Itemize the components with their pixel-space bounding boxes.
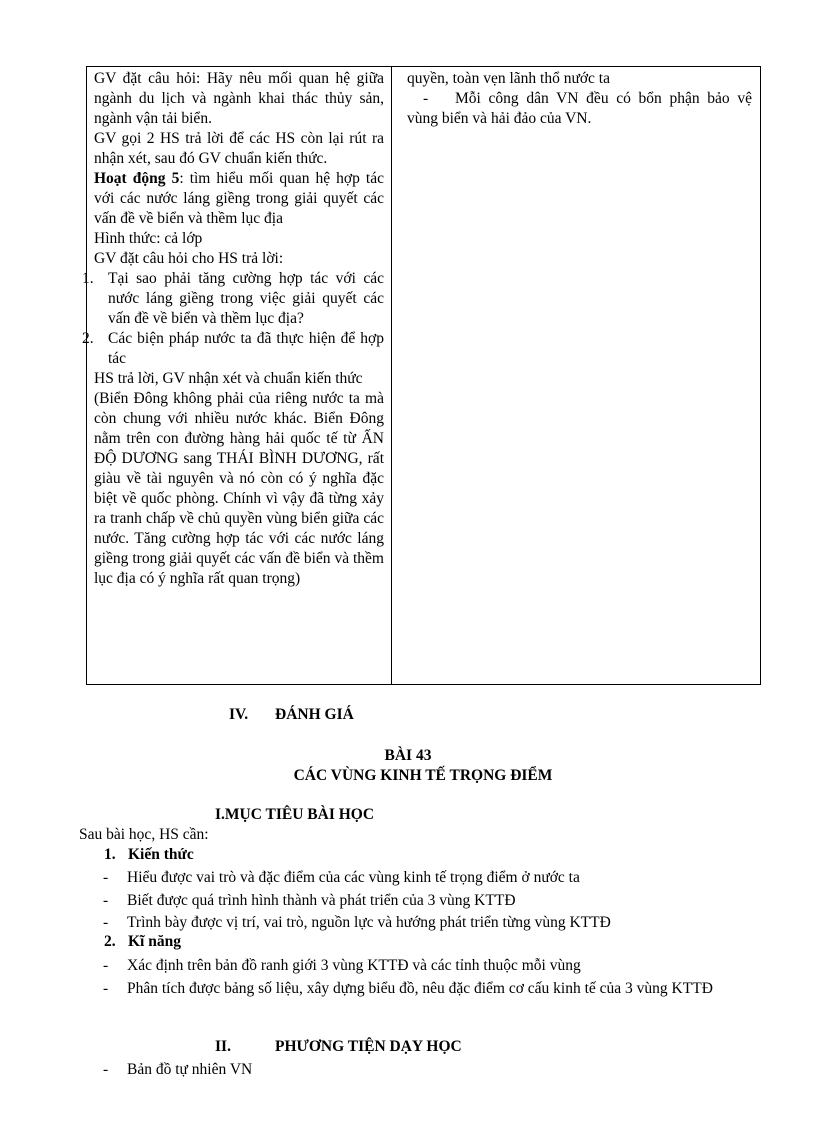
gv-question-paragraph: GV đặt câu hỏi: Hãy nêu mối quan hệ giữa ngành du lịch và ngành khai thác thủy sản, ngành vận tải biển. — [94, 70, 384, 127]
activity-text: : tìm hiểu mối quan hệ hợp tác với các nước láng giềng trong giải quyết các vấn đề về biển và thềm lục địa — [94, 170, 385, 227]
subheading-skills — [104, 933, 181, 951]
section-i-heading: I.MỤC TIÊU BÀI HỌC — [215, 806, 375, 823]
item-text: Phân tích được bảng số liệu, xây dựng biểu đồ, nêu đặc điểm cơ cấu kinh tế của 3 vùng KTTĐ — [127, 980, 713, 997]
form-paragraph: Hình thức: cả lớp — [94, 230, 203, 247]
item-text: Hiểu được vai trò và đặc điểm của các vùng kinh tế trọng điểm ở nước ta — [127, 869, 580, 886]
question-text: Các biện pháp nước ta đã thực hiện để hợp tác — [108, 330, 384, 367]
subheading-knowledge — [104, 846, 194, 864]
section-title: ĐÁNH GIÁ — [275, 706, 354, 723]
subheading-number: 2. — [104, 933, 116, 950]
dash-marker: - — [423, 90, 429, 107]
question-text: Tại sao phải tăng cường hợp tác với các nước láng giềng trong việc giải quyết các vấn đề về biển và thềm lục địa? — [108, 270, 384, 327]
subheading-title: Kiến thức — [128, 846, 194, 863]
dash-marker: - — [103, 914, 109, 931]
dash-marker: - — [103, 957, 109, 974]
activity-5-paragraph — [94, 169, 384, 229]
knowledge-item-2 — [103, 890, 763, 911]
table-right-column — [407, 69, 752, 129]
lesson-number: BÀI 43 — [384, 747, 432, 764]
question-number: 2. — [82, 330, 94, 347]
skill-item-2 — [103, 978, 763, 999]
dash-marker: - — [103, 1061, 109, 1078]
dash-marker: - — [103, 869, 109, 886]
question-2 — [82, 329, 384, 369]
question-1 — [82, 269, 384, 329]
question-number: 1. — [82, 270, 94, 287]
item-text: Xác định trên bản đồ ranh giới 3 vùng KTTĐ và các tỉnh thuộc mỗi vùng — [127, 957, 581, 974]
table-column-divider — [391, 67, 392, 684]
subheading-title: Kĩ năng — [128, 933, 181, 950]
knowledge-paragraph: (Biển Đông không phải của riêng nước ta mà còn chung với nhiều nước khác. Biển Đông nằm trên con đường hàng hải quốc tế từ ẤN ĐỘ DƯƠNG sang THÁI BÌNH DƯƠNG, rất giàu về tài nguyên và nó còn có ý nghĩa đặc biệt về quốc phòng. Chính vì vậy đã từng xảy ra tranh chấp về chủ quyền vùng biển giữa các nước. Tăng cường hợp tác với các nước láng giềng trong giải quyết các vấn đề biển và thềm lục địa có ý nghĩa rất quan trọng) — [94, 390, 384, 587]
knowledge-item-3 — [103, 912, 763, 933]
right-dash-item — [407, 89, 752, 129]
section-number: IV. — [229, 706, 249, 723]
right-continuation: quyền, toàn vẹn lãnh thổ nước ta — [407, 70, 610, 87]
right-dash-text: Mỗi công dân VN đều có bổn phận bảo vệ vùng biển và hải đảo của VN. — [407, 90, 752, 127]
item-text: Trình bày được vị trí, vai trò, nguồn lực và hướng phát triển từng vùng KTTĐ — [127, 914, 611, 931]
skill-item-1 — [103, 955, 763, 976]
gv-call-paragraph: GV gọi 2 HS trả lời để các HS còn lại rút ra nhận xét, sau đó GV chuẩn kiến thức. — [94, 130, 384, 167]
lesson-table — [82, 66, 761, 685]
equipment-item-1 — [103, 1059, 763, 1080]
section-ii-heading — [215, 1038, 462, 1056]
section-number: II. — [215, 1038, 231, 1055]
activity-label: Hoạt động 5 — [94, 170, 180, 187]
item-text: Bản đồ tự nhiên VN — [127, 1061, 253, 1078]
dash-marker: - — [103, 980, 109, 997]
section-title: PHƯƠNG TIỆN DẠY HỌC — [275, 1038, 462, 1055]
subheading-number: 1. — [104, 846, 116, 863]
dash-marker: - — [103, 892, 109, 909]
gv-ask-paragraph: GV đặt câu hỏi cho HS trả lời: — [94, 250, 284, 267]
intro-text: Sau bài học, HS cần: — [79, 826, 209, 843]
lesson-title: CÁC VÙNG KINH TẾ TRỌNG ĐIỂM — [293, 767, 553, 784]
knowledge-item-1 — [103, 867, 763, 888]
section-iv-heading — [229, 706, 354, 724]
item-text: Biết được quá trình hình thành và phát triển của 3 vùng KTTĐ — [127, 892, 516, 909]
table-left-column — [82, 69, 385, 589]
hs-answer-paragraph: HS trả lời, GV nhận xét và chuẩn kiến thức — [94, 370, 363, 387]
